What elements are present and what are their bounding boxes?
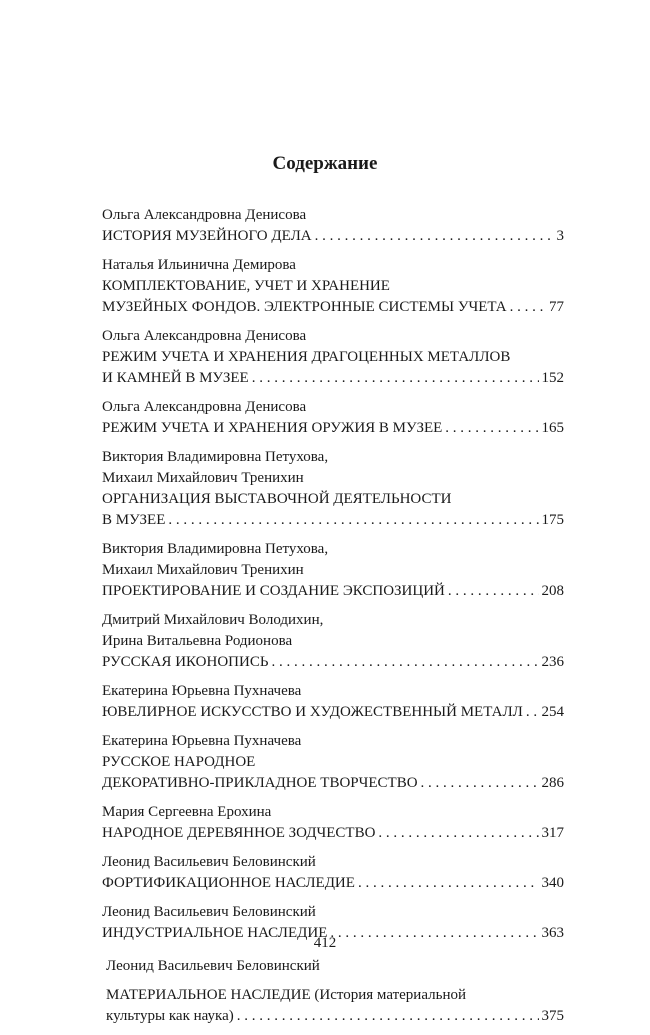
toc-entry-page-number: 375 xyxy=(541,1008,564,1024)
page-number: 412 xyxy=(313,935,337,951)
dot-leader xyxy=(445,418,538,439)
toc-entry-title-with-page xyxy=(102,773,564,794)
toc-entry xyxy=(102,681,564,723)
dot-leader xyxy=(421,773,539,794)
toc-entry-title-line: МАТЕРИАЛЬНОЕ НАСЛЕДИЕ (История материальной xyxy=(106,987,466,1003)
toc-entry-title-with-page xyxy=(102,652,564,673)
toc-entry-page-number: 286 xyxy=(541,775,564,791)
toc-entry xyxy=(102,610,564,673)
toc-entry-title-with-page xyxy=(102,510,564,531)
dot-leader xyxy=(448,581,539,602)
toc-entry-title-line: культуры как наука) xyxy=(106,1008,234,1024)
toc-entry-page-number: 77 xyxy=(549,299,564,315)
toc-entry-author: Ольга Александровна Денисова xyxy=(102,328,307,344)
toc-entry-title-line: В МУЗЕЕ xyxy=(102,512,166,528)
toc-entry-title-line: И КАМНЕЙ В МУЗЕЕ xyxy=(102,370,249,386)
table-of-contents xyxy=(102,205,564,1035)
toc-entry-title-with-page xyxy=(102,297,564,318)
toc-entry-author: Дмитрий Михайлович Володихин, xyxy=(102,612,324,628)
toc-entry-page-number: 152 xyxy=(541,370,564,386)
dot-leader xyxy=(168,510,538,531)
dot-leader xyxy=(271,652,538,673)
toc-entry-author: Леонид Васильевич Беловинский xyxy=(102,904,316,920)
toc-entry-page-number: 208 xyxy=(541,583,564,599)
toc-entry-title-line: РУССКАЯ ИКОНОПИСЬ xyxy=(102,654,269,670)
toc-entry-title-line: КОМПЛЕКТОВАНИЕ, УЧЕТ И ХРАНЕНИЕ xyxy=(102,278,390,294)
toc-entry xyxy=(102,731,564,794)
toc-entry-page-number: 165 xyxy=(541,420,564,436)
toc-entry xyxy=(102,397,564,439)
dot-leader xyxy=(252,368,539,389)
dot-leader xyxy=(510,297,546,318)
toc-entry-title-with-page xyxy=(102,581,564,602)
toc-entry-author: Мария Сергеевна Ерохина xyxy=(102,804,272,820)
toc-entry-page-number: 3 xyxy=(556,228,564,244)
toc-entry xyxy=(102,539,564,602)
dot-leader xyxy=(358,873,539,894)
dot-leader xyxy=(378,823,538,844)
toc-entry-title-line: РУССКОЕ НАРОДНОЕ xyxy=(102,754,256,770)
toc-entry-title-with-page xyxy=(106,1006,564,1027)
toc-entry-title-line: ОРГАНИЗАЦИЯ ВЫСТАВОЧНОЙ ДЕЯТЕЛЬНОСТИ xyxy=(102,491,452,507)
toc-entry-title-line: ПРОЕКТИРОВАНИЕ И СОЗДАНИЕ ЭКСПОЗИЦИЙ xyxy=(102,583,445,599)
toc-entry-title-line: РЕЖИМ УЧЕТА И ХРАНЕНИЯ ДРАГОЦЕННЫХ МЕТАЛЛОВ xyxy=(102,349,511,365)
toc-entry xyxy=(102,447,564,531)
toc-entry-author: Екатерина Юрьевна Пухначева xyxy=(102,733,302,749)
toc-entry-author: Наталья Ильинична Демирова xyxy=(102,257,296,273)
toc-entry-author: Михаил Михайлович Тренихин xyxy=(102,562,304,578)
dot-leader xyxy=(315,226,554,247)
toc-entry-title-with-page xyxy=(102,418,564,439)
toc-entry-page-number: 340 xyxy=(541,875,564,891)
toc-entry-title-with-page xyxy=(102,702,564,723)
toc-entry-author: Виктория Владимировна Петухова, xyxy=(102,541,329,557)
toc-entry-title-line: ИСТОРИЯ МУЗЕЙНОГО ДЕЛА xyxy=(102,228,312,244)
page-title: Содержание xyxy=(272,153,378,174)
toc-entry-title-with-page xyxy=(102,226,564,247)
toc-entry xyxy=(102,852,564,894)
toc-entry-title-with-page xyxy=(102,368,564,389)
toc-entry xyxy=(102,956,564,1027)
toc-entry-title-with-page xyxy=(102,873,564,894)
toc-entry xyxy=(102,205,564,247)
toc-entry-title-line: МУЗЕЙНЫХ ФОНДОВ. ЭЛЕКТРОННЫЕ СИСТЕМЫ УЧЕТА xyxy=(102,299,507,315)
toc-entry-page-number: 363 xyxy=(541,925,564,941)
toc-entry-title-with-page xyxy=(102,823,564,844)
toc-entry-author: Ольга Александровна Денисова xyxy=(102,399,307,415)
toc-entry xyxy=(102,802,564,844)
toc-entry-title-line: ФОРТИФИКАЦИОННОЕ НАСЛЕДИЕ xyxy=(102,875,355,891)
toc-entry xyxy=(102,255,564,318)
toc-entry-page-number: 236 xyxy=(541,654,564,670)
toc-entry-author: Виктория Владимировна Петухова, xyxy=(102,449,329,465)
toc-entry-author: Леонид Васильевич Беловинский xyxy=(102,854,316,870)
toc-entry xyxy=(102,326,564,389)
toc-entry-title-line: НАРОДНОЕ ДЕРЕВЯННОЕ ЗОДЧЕСТВО xyxy=(102,825,376,841)
toc-entry-author: Ирина Витальевна Родионова xyxy=(102,633,293,649)
toc-entry-page-number: 175 xyxy=(541,512,564,528)
toc-entry-page-number: 317 xyxy=(541,825,564,841)
toc-entry-title-line: ИНДУСТРИАЛЬНОЕ НАСЛЕДИЕ xyxy=(102,925,328,941)
dot-leader xyxy=(237,1006,539,1027)
dot-leader xyxy=(526,702,539,723)
toc-entry-title-line: ЮВЕЛИРНОЕ ИСКУССТВО И ХУДОЖЕСТВЕННЫЙ МЕТАЛЛ xyxy=(102,704,523,720)
toc-entry-title-line: ДЕКОРАТИВНО-ПРИКЛАДНОЕ ТВОРЧЕСТВО xyxy=(102,775,418,791)
toc-entry-page-number: 254 xyxy=(541,704,564,720)
toc-entry-title-line: РЕЖИМ УЧЕТА И ХРАНЕНИЯ ОРУЖИЯ В МУЗЕЕ xyxy=(102,420,443,436)
toc-entry-author: Екатерина Юрьевна Пухначева xyxy=(102,683,302,699)
toc-entry-author: Михаил Михайлович Тренихин xyxy=(102,470,304,486)
toc-entry-author: Леонид Васильевич Беловинский xyxy=(106,958,320,974)
toc-entry-author: Ольга Александровна Денисова xyxy=(102,207,307,223)
